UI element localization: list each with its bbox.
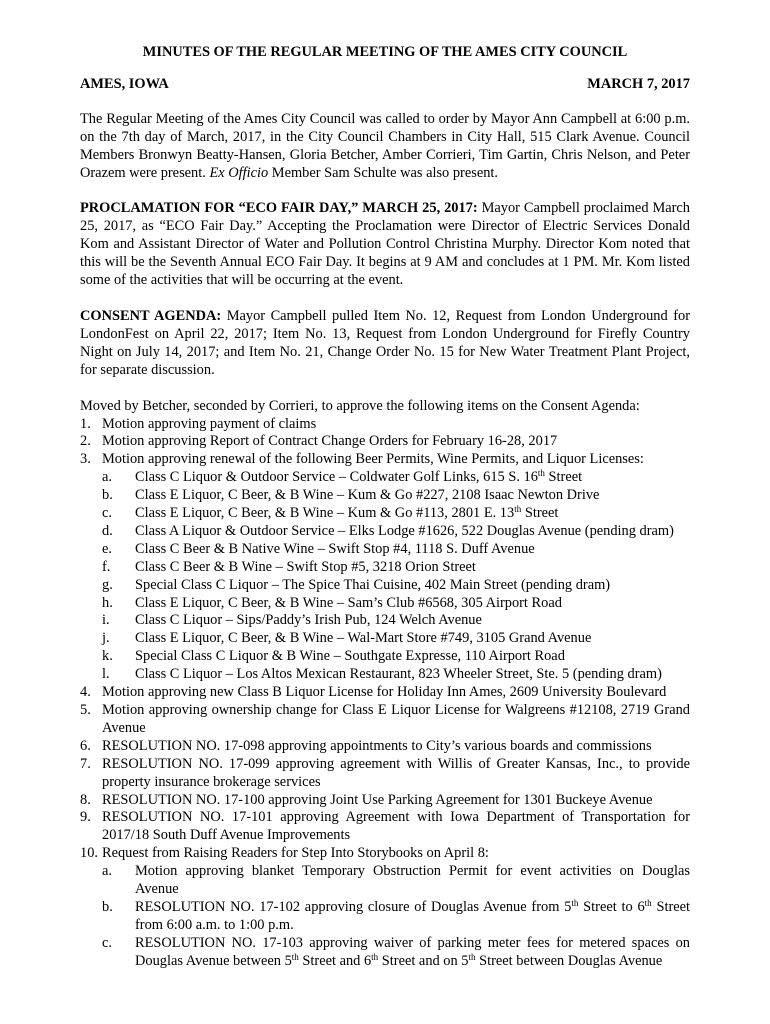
sub-item: c. Class E Liquor, C Beer, & B Wine – Kum & Go #113, 2801 E. 13th Street [102, 504, 559, 522]
sub-item: a. Class C Liquor & Outdoor Service – Coldwater Golf Links, 615 S. 16th Street [102, 468, 583, 486]
sub-item: k. Special Class C Liquor & B Wine – Southgate Expresse, 110 Airport Road [102, 648, 565, 665]
list-item: 2. Motion approving Report of Contract Change Orders for February 16-28, 2017 [80, 433, 558, 450]
sub-item: l. Class C Liquor – Los Altos Mexican Restaurant, 823 Wheeler Street, Ste. 5 (pending dram) [102, 666, 662, 683]
list-item: 10. Request from Raising Readers for Step Into Storybooks on April 8: [80, 845, 489, 862]
proclamation-paragraph: PROCLAMATION FOR “ECO FAIR DAY,” MARCH 25, 2017: Mayor Campbell proclaimed March 25, 2017, as “ECO Fair Day.” Accepting the Proclamation were Director of Electric Services Donald Kom and Assistant Director of Water and Pollution Control Christina Murphy. Director Kom noted that this will be the Seventh Annual ECO Fair Day. It begins at 9 AM and concludes at 1 PM. Mr. Kom listed some of the activities that will be occurring at the event. [80, 200, 690, 289]
list-item: 9. RESOLUTION NO. 17-101 approving Agreement with Iowa Department of Transportation for 2017/18 South Duff Avenue Improvements [80, 809, 690, 844]
location: AMES, IOWA [80, 75, 169, 92]
sub-item: b. Class E Liquor, C Beer, & B Wine – Kum & Go #227, 2108 Isaac Newton Drive [102, 487, 600, 504]
list-item: 6. RESOLUTION NO. 17-098 approving appointments to City’s various boards and commissions [80, 737, 652, 754]
ex-officio: Ex Officio [209, 164, 269, 181]
sub-item: b. RESOLUTION NO. 17-102 approving closure of Douglas Avenue from 5th Street to 6th Street from 6:00 a.m. to 1:00 p.m. [102, 897, 691, 933]
meeting-date: MARCH 7, 2017 [587, 75, 690, 92]
consent-moved: Moved by Betcher, seconded by Corrieri, to approve the following items on the Consent Agenda: [80, 397, 640, 414]
sub-item: j. Class E Liquor, C Beer, & B Wine – Wal-Mart Store #749, 3105 Grand Avenue [102, 630, 592, 647]
dateline [80, 76, 690, 94]
sub-item: i. Class C Liquor – Sips/Paddy’s Irish Pub, 124 Welch Avenue [102, 612, 482, 629]
sub-item: h. Class E Liquor, C Beer, & B Wine – Sam’s Club #6568, 305 Airport Road [102, 594, 562, 611]
sub-item: d. Class A Liquor & Outdoor Service – Elks Lodge #1626, 522 Douglas Avenue (pending dram) [102, 522, 674, 539]
sub-item: f. Class C Beer & B Wine – Swift Stop #5, 3218 Orion Street [102, 558, 476, 575]
sub-item: e. Class C Beer & B Native Wine – Swift Stop #4, 1118 S. Duff Avenue [102, 540, 535, 557]
consent-paragraph: CONSENT AGENDA: Mayor Campbell pulled Item No. 12, Request from London Underground for LondonFest on April 22, 2017; Item No. 13, Request from London Underground for Firefly Country Night on July 14, 2017; and Item No. 21, Change Order No. 15 for New Water Treatment Plant Project, for separate discussion. [80, 307, 690, 378]
consent-items-list [80, 416, 690, 971]
list-item: 3. Motion approving renewal of the following Beer Permits, Wine Permits, and Liquor Licenses: [80, 451, 644, 468]
sub-item: c. RESOLUTION NO. 17-103 approving waiver of parking meter fees for metered spaces on Douglas Avenue between 5th Street and 6th Street and on 5th Street between Douglas Avenue [102, 934, 690, 969]
sub-item: g. Special Class C Liquor – The Spice Thai Cuisine, 402 Main Street (pending dram) [102, 576, 611, 593]
document-title: MINUTES OF THE REGULAR MEETING OF THE AMES CITY COUNCIL [142, 44, 628, 60]
list-item: 4. Motion approving new Class B Liquor License for Holiday Inn Ames, 2609 University Boulevard [80, 684, 667, 701]
list-item: 1. Motion approving payment of claims [80, 415, 317, 432]
intro-paragraph: The Regular Meeting of the Ames City Council was called to order by Mayor Ann Campbell at 6:00 p.m. on the 7th day of March, 2017, in the City Council Chambers in City Hall, 515 Clark Avenue. Council Members Bronwyn Beatty-Hansen, Gloria Betcher, Amber Corrieri, Tim Gartin, Chris Nelson, and Peter Orazem were present. Ex Officio Member Sam Schulte was also present. [80, 110, 690, 181]
list-item: 8. RESOLUTION NO. 17-100 approving Joint Use Parking Agreement for 1301 Buckeye Avenue [80, 791, 653, 808]
list-item: 5. Motion approving ownership change for Class E Liquor License for Walgreens #12108, 2719 Grand Avenue [80, 702, 690, 736]
sub-item: a. Motion approving blanket Temporary Obstruction Permit for event activities on Douglas Avenue [102, 863, 690, 898]
proclamation-heading: PROCLAMATION FOR “ECO FAIR DAY,” MARCH 25, 2017: [80, 200, 478, 217]
list-item: 7. RESOLUTION NO. 17-099 approving agreement with Willis of Greater Kansas, Inc., to provide property insurance brokerage services [80, 755, 690, 790]
consent-heading: CONSENT AGENDA: [80, 307, 222, 324]
